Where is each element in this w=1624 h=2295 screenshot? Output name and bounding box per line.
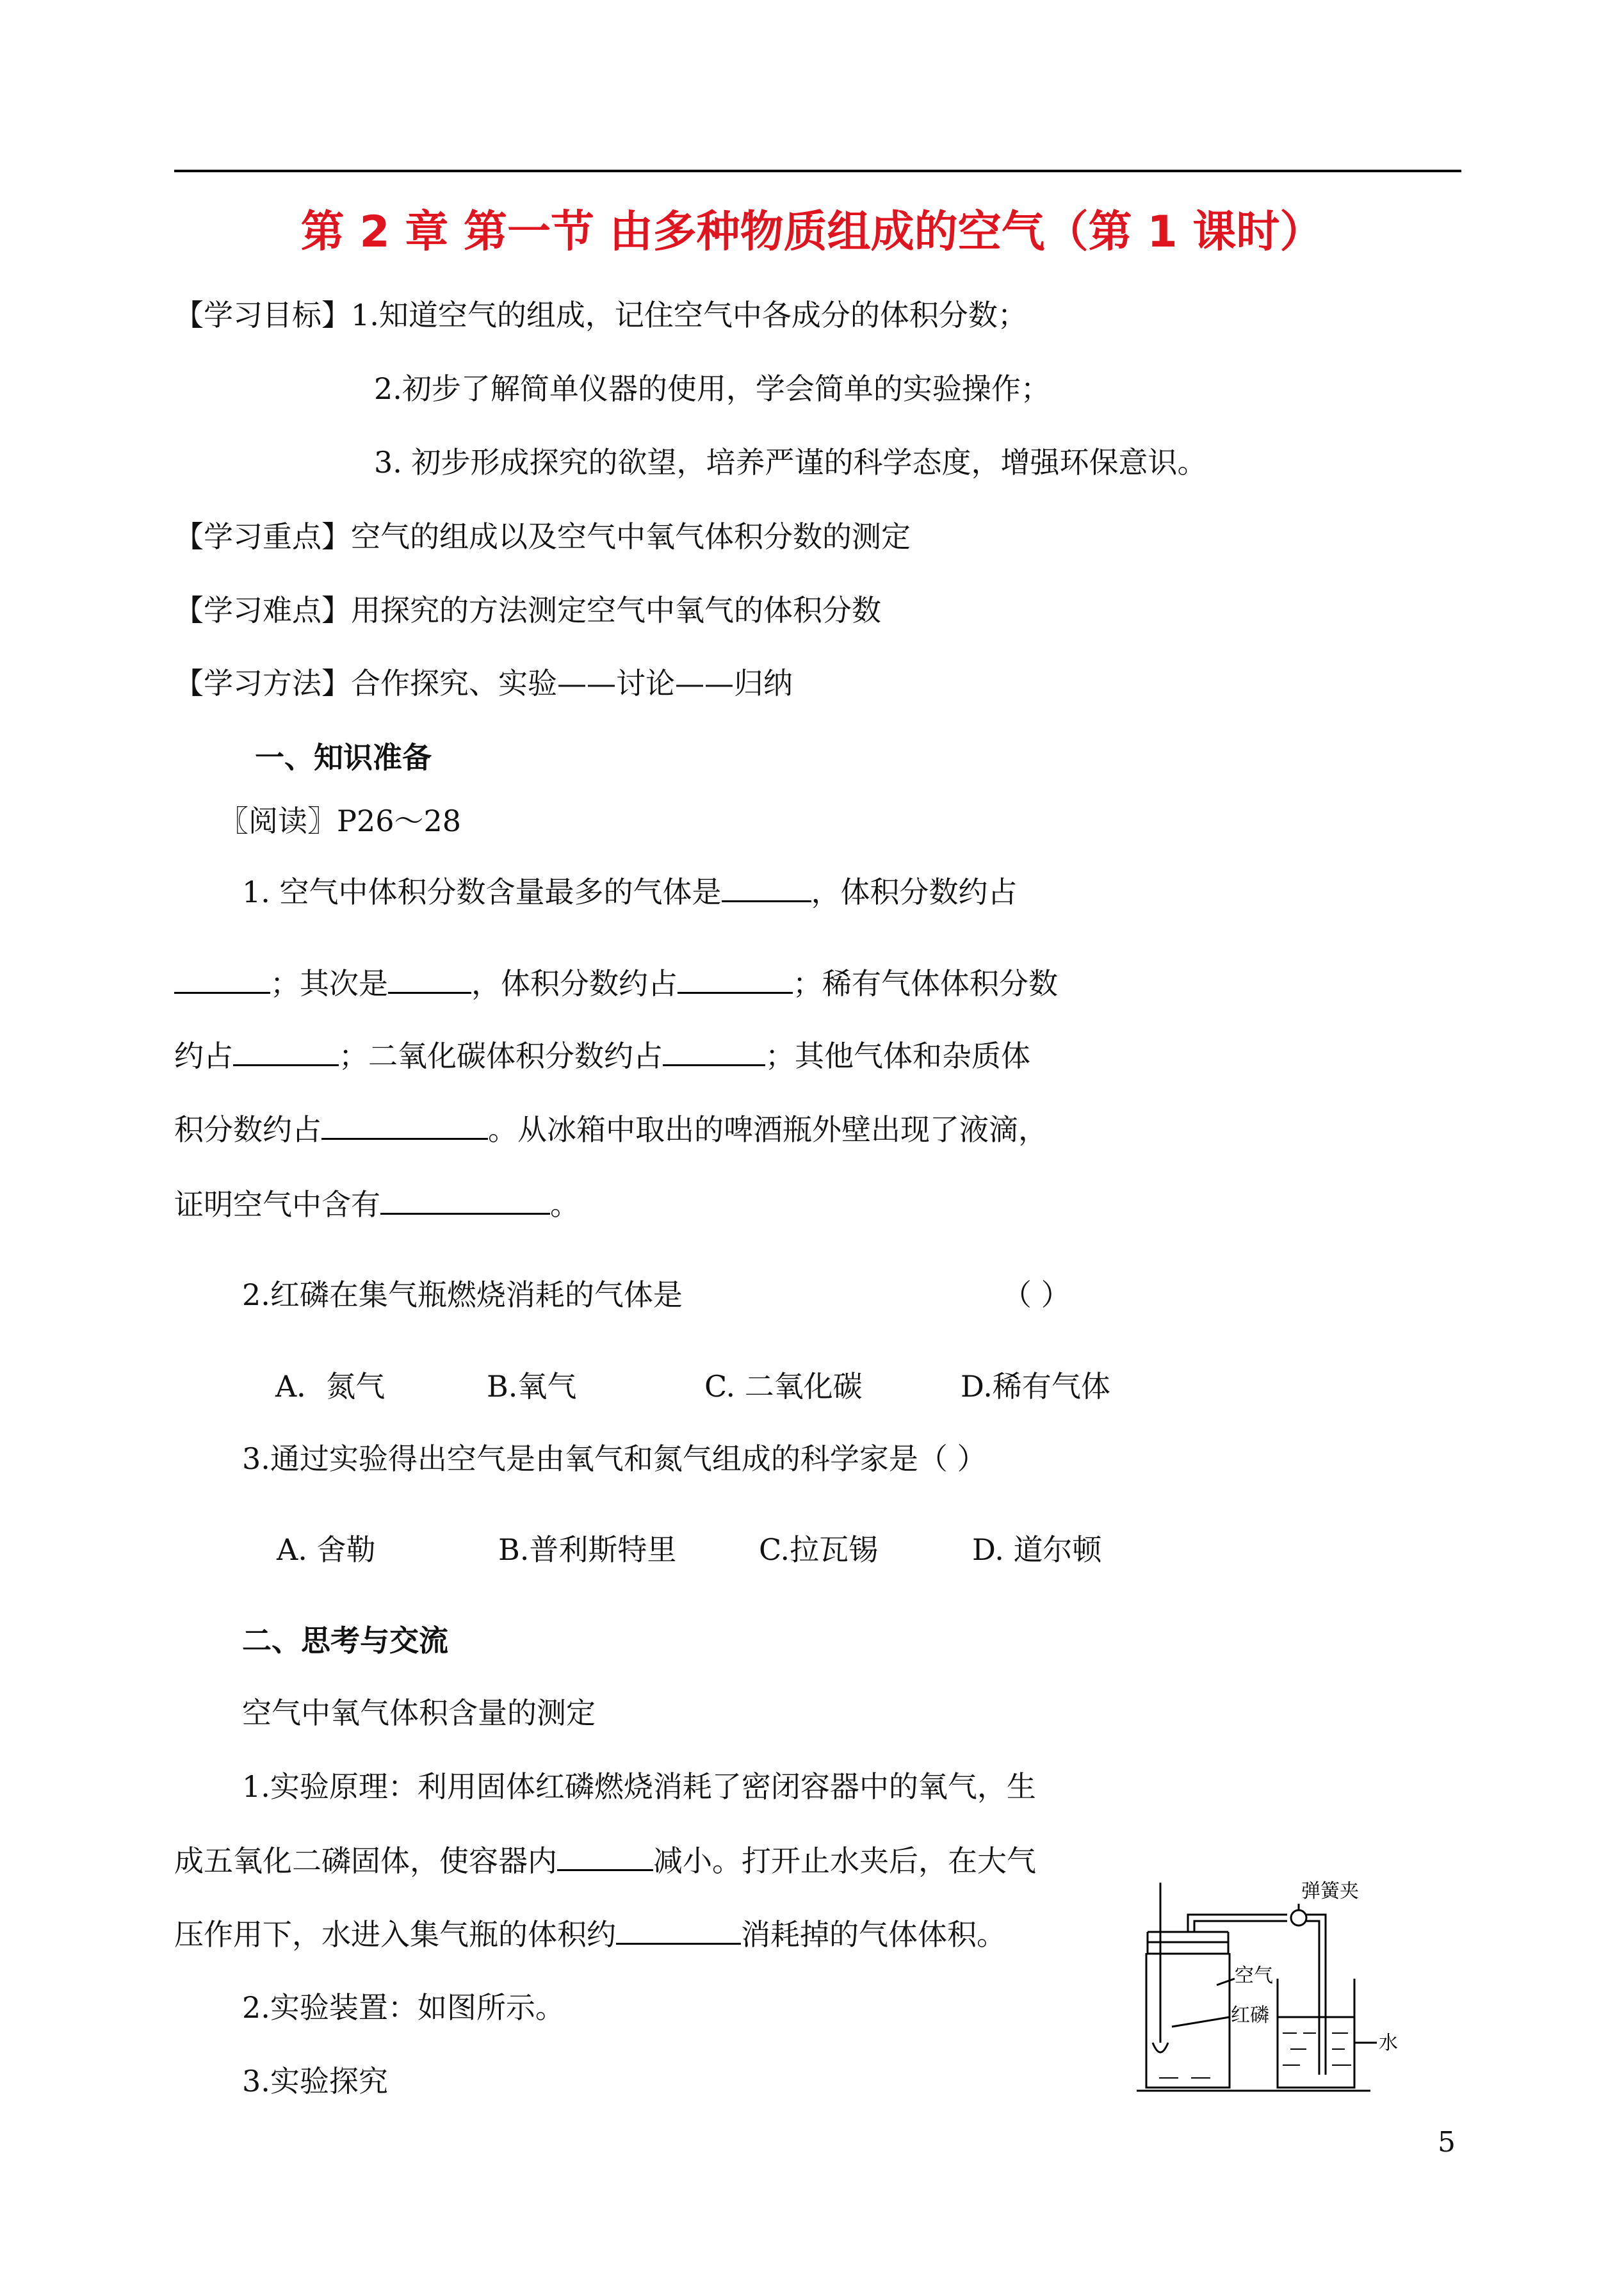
q3-option-b[interactable]: B.普利斯特里 xyxy=(498,1532,677,1567)
page-number: 5 xyxy=(1438,2126,1456,2159)
label-red-phosphorus: 红磷 xyxy=(1231,2004,1269,2027)
q3-stem: 3.通过实验得出空气是由氧气和氮气组成的科学家是（ ） xyxy=(242,1441,987,1476)
difficulty-line xyxy=(174,591,881,629)
connecting-tube xyxy=(1188,1915,1287,1932)
q2-option-b[interactable]: B.氧气 xyxy=(487,1369,577,1404)
q1-text-8: ；其他气体和杂质体 xyxy=(765,1039,1030,1073)
focus-line xyxy=(174,517,911,556)
q1-text-12: 。 xyxy=(550,1187,580,1222)
blank-noble-gas[interactable] xyxy=(233,1036,339,1066)
q1-line-2 xyxy=(174,964,1058,1003)
page-title: 第 2 章 第一节 由多种物质组成的空气（第 1 课时） xyxy=(300,207,1324,257)
q1-line-1 xyxy=(242,872,1018,911)
q3-option-d[interactable]: D. 道尔顿 xyxy=(972,1532,1102,1567)
q1-text-10: 。从冰箱中取出的啤酒瓶外壁出现了液滴， xyxy=(488,1112,1048,1147)
q1-text-3: ；其次是 xyxy=(270,966,388,1001)
blank-equal[interactable] xyxy=(616,1915,741,1945)
objectives-label: 【学习目标】 xyxy=(174,298,351,332)
q1-line-4 xyxy=(174,1110,1048,1149)
q1-text-1: 1. 空气中体积分数含量最多的气体是 xyxy=(242,875,722,909)
blank-second-gas[interactable] xyxy=(388,964,471,994)
q1-text-4: ，体积分数约占 xyxy=(471,966,678,1001)
q1-text-9: 积分数约占 xyxy=(174,1112,321,1147)
q1-text-5: ；稀有气体体积分数 xyxy=(793,966,1058,1001)
q3-option-c[interactable]: C.拉瓦锡 xyxy=(759,1532,879,1567)
q1-text-7: ；二氧化碳体积分数约占 xyxy=(339,1039,663,1073)
principle-line-2 xyxy=(174,1841,1036,1880)
q3-option-a[interactable]: A. 舍勒 xyxy=(277,1532,376,1567)
principle-text-3a: 压作用下，水进入集气瓶的体积约 xyxy=(174,1917,616,1952)
spring-clip xyxy=(1291,1910,1306,1926)
q2-option-c[interactable]: C. 二氧化碳 xyxy=(704,1369,863,1404)
gas-jar-outline xyxy=(1146,1953,1230,2088)
label-water: 水 xyxy=(1379,2032,1398,2054)
focus-label: 【学习重点】 xyxy=(174,519,351,554)
objective-1: 1.知道空气的组成，记住空气中各成分的体积分数； xyxy=(351,298,1027,332)
label-spring-clip: 弹簧夹 xyxy=(1301,1880,1359,1902)
objectives-line-1 xyxy=(174,296,1027,334)
apparatus-line: 2.实验装置：如图所示。 xyxy=(242,1990,565,2025)
section2-heading: 二、思考与交流 xyxy=(242,1623,448,1658)
blank-co2[interactable] xyxy=(663,1036,765,1066)
focus-text: 空气的组成以及空气中氧气体积分数的测定 xyxy=(351,519,911,554)
topic-line: 空气中氧气体积含量的测定 xyxy=(242,1696,596,1730)
header-rule xyxy=(174,170,1461,172)
blank-volume-2[interactable] xyxy=(678,964,793,994)
blank-most-gas[interactable] xyxy=(722,872,811,902)
q2-option-d[interactable]: D.稀有气体 xyxy=(961,1369,1110,1404)
method-line xyxy=(174,664,793,702)
q1-line-5 xyxy=(174,1185,580,1224)
q1-text-2: ，体积分数约占 xyxy=(811,875,1018,909)
q1-text-6: 约占 xyxy=(174,1039,233,1073)
q1-text-11: 证明空气中含有 xyxy=(174,1187,380,1222)
objective-3: 3. 初步形成探究的欲望，培养严谨的科学态度，增强环保意识。 xyxy=(374,445,1207,480)
explore-line: 3.实验探究 xyxy=(242,2064,388,2098)
principle-line-3 xyxy=(174,1915,1006,1954)
objective-2: 2.初步了解简单仪器的使用，学会简单的实验操作； xyxy=(374,371,1050,406)
blank-water-vapor[interactable] xyxy=(380,1185,550,1215)
q2-stem: 2.红磷在集气瓶燃烧消耗的气体是 xyxy=(242,1277,683,1312)
q2-answer-paren[interactable]: （ ） xyxy=(1002,1277,1071,1312)
q1-line-3 xyxy=(174,1036,1030,1075)
blank-pressure[interactable] xyxy=(557,1841,653,1871)
difficulty-label: 【学习难点】 xyxy=(174,593,351,628)
apparatus-diagram xyxy=(1133,1879,1441,2097)
label-air: 空气 xyxy=(1235,1965,1273,1987)
blank-other-gases[interactable] xyxy=(321,1110,488,1140)
q2-option-a[interactable]: A．氮气 xyxy=(275,1369,386,1404)
method-label: 【学习方法】 xyxy=(174,666,351,701)
reading-reference: 〖阅读〗P26～28 xyxy=(219,804,462,838)
principle-line-1: 1.实验原理：利用固体红磷燃烧消耗了密闭容器中的氧气，生 xyxy=(242,1769,1036,1804)
combustion-spoon xyxy=(1153,2043,1168,2052)
blank-volume-1[interactable] xyxy=(174,964,270,994)
section1-heading: 一、知识准备 xyxy=(255,740,432,775)
principle-text-2b: 减小。打开止水夹后，在大气 xyxy=(653,1844,1036,1878)
method-text: 合作探究、实验——讨论——归纳 xyxy=(351,666,793,701)
principle-text-2a: 成五氧化二磷固体，使容器内 xyxy=(174,1844,557,1878)
difficulty-text: 用探究的方法测定空气中氧气的体积分数 xyxy=(351,593,881,628)
principle-text-3b: 消耗掉的气体体积。 xyxy=(741,1917,1006,1952)
